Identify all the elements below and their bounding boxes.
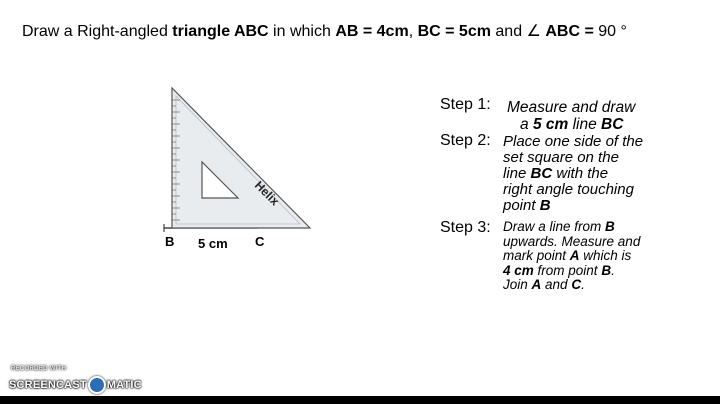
step-bold: BC [530, 165, 553, 182]
screencast-o-icon [88, 376, 106, 394]
step-text-line: a [520, 116, 533, 133]
watermark-left-text: SCREENCAST [9, 379, 87, 391]
step-text-line: Measure and draw [507, 99, 636, 116]
brand-text: Helix [251, 178, 283, 209]
step-2-label: Step 2: [440, 132, 491, 149]
step-text-line: . [581, 277, 585, 292]
step-1-label: Step 1: [440, 96, 491, 113]
step-text-line: line [568, 116, 602, 133]
step-bold: B [601, 262, 612, 278]
set-square-illustration [150, 80, 330, 260]
watermark-logo [9, 376, 142, 394]
watermark-caption: RECORDED WITH [11, 366, 67, 372]
step-text-line: set square on the [503, 149, 619, 166]
step-1-text [507, 99, 635, 133]
step-text-line: Join [503, 277, 532, 292]
step-bold: BC [601, 116, 624, 133]
length-label: 5 cm [198, 236, 228, 251]
title-text: , [408, 23, 418, 40]
step-bold: A [531, 277, 542, 292]
step-bold: 4 cm [503, 262, 534, 278]
step-text-line: with the [552, 165, 609, 182]
step-text-line: point [503, 197, 540, 214]
page-title [22, 21, 627, 41]
title-text: in which [268, 23, 336, 40]
step-bold: 5 cm [532, 116, 569, 133]
bottom-bar [0, 396, 720, 404]
step-text-line: Draw a line from [503, 219, 606, 234]
step-3-label: Step 3: [440, 219, 491, 236]
title-text: 90 ° [598, 23, 627, 40]
step-text-line: which is [579, 248, 632, 263]
step-text-line: from point [533, 262, 602, 278]
step-text-line: upwards. Measure and [503, 233, 641, 249]
step-text-line: and [541, 277, 572, 292]
step-bold: A [569, 248, 580, 263]
step-text-line: mark point [503, 248, 570, 263]
title-bold: AB = 4cm [335, 23, 409, 40]
title-bold: BC = 5cm [417, 23, 491, 40]
title-text: Draw a Right-angled [22, 23, 173, 40]
title-text: and ∠ [490, 23, 546, 40]
step-text-line: right angle touching [503, 181, 634, 198]
step-text-line: Place one side of the [503, 133, 644, 150]
title-bold: ABC = [545, 23, 599, 40]
point-b-label: B [165, 234, 175, 249]
step-bold: B [605, 219, 615, 234]
screencast-watermark[interactable] [6, 366, 142, 398]
point-c-label: C [255, 234, 265, 249]
step-bold: B [539, 197, 551, 214]
step-3-text [503, 220, 640, 293]
step-text-line: . [611, 262, 615, 278]
step-text-line: line [503, 165, 531, 182]
step-2-text [503, 134, 643, 214]
step-bold: C [571, 277, 582, 292]
watermark-right-text: MATIC [106, 379, 142, 391]
title-bold: triangle ABC [172, 23, 269, 40]
set-square-body [172, 88, 310, 228]
set-square-diagram [150, 80, 330, 260]
